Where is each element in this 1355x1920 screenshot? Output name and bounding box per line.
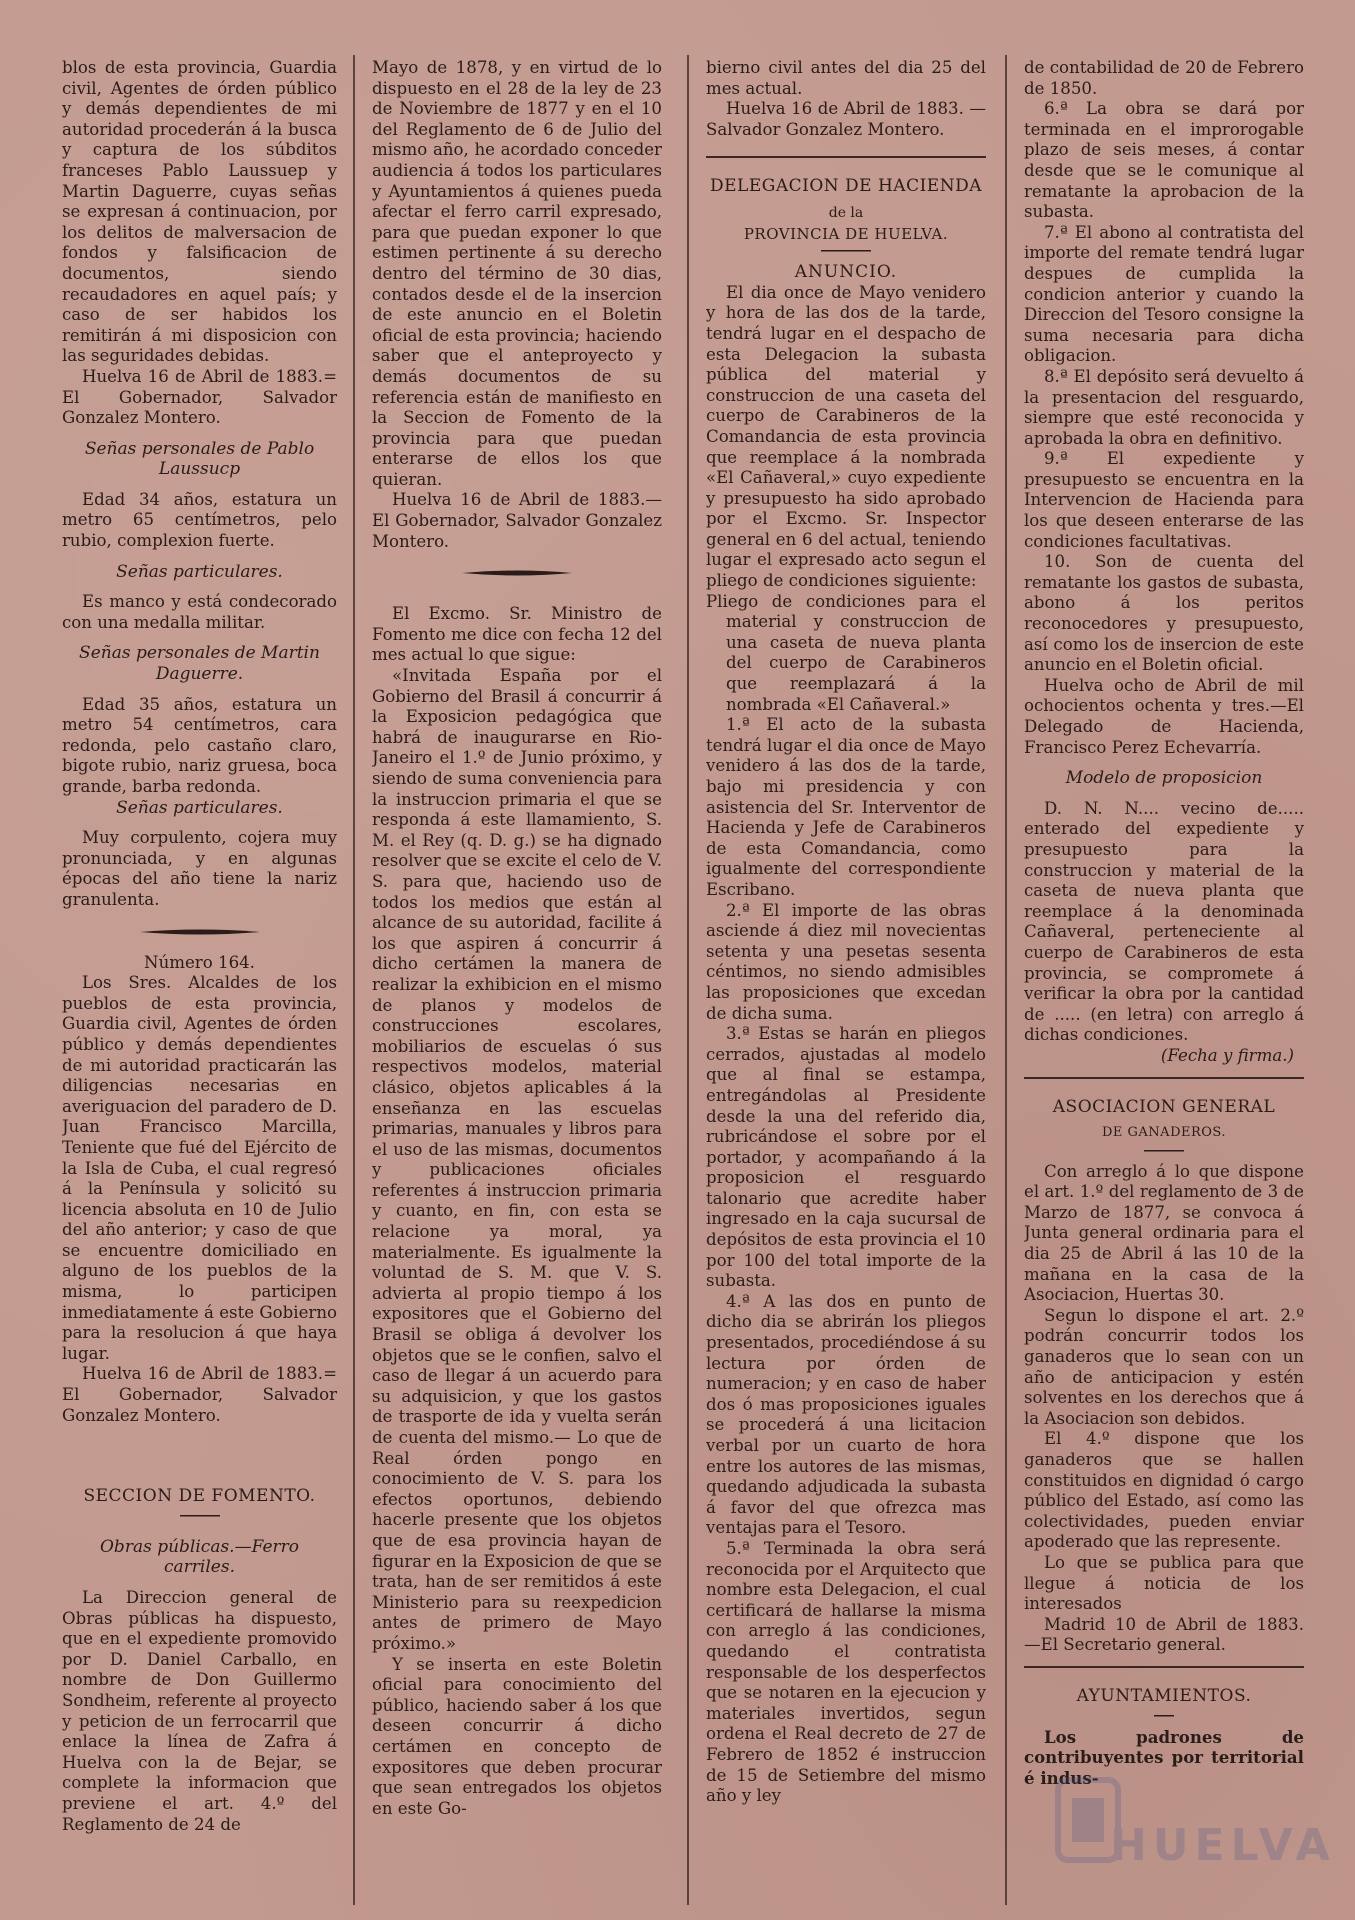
signature: Huelva 16 de Abril de 1883.— El Gobernador, Salvador Gonzalez Montero. bbox=[372, 490, 662, 551]
paragraph: Y se inserta en este Boletin oficial para conocimiento del público, haciendo saber á los que deseen concurrir á dicho certámen en concepto de expositores que deben procurar que sean entregados los objetos en este Go- bbox=[372, 1654, 662, 1818]
column-rule bbox=[353, 55, 355, 1905]
section-heading: Obras públicas.—Ferro carriles. bbox=[100, 1536, 299, 1578]
paragraph: Segun lo dispone el art. 2.º podrán concurrir todos los ganaderos que lo sean con un año de anticipacion y estén solventes en los derechos que á la Asociacion son debidos. bbox=[1024, 1305, 1304, 1428]
paragraph: La Direccion general de Obras públicas ha dispuesto, que en el expediente promovido por D. Daniel Carballo, en nombre de Don Guillermo Sondheim, referente al proyecto y peticion de un ferrocarril que enlace la línea de Zafra á Huelva con la de Bejar, se complete la informacion que previene el art. 4.º del Reglamento de 24 de bbox=[62, 1588, 337, 1834]
paragraph: Los Sres. Alcaldes de los pueblos de esta provincia, Guardia civil, Agentes de órden público y demás dependientes de mi autoridad practicarán las diligencias necesarias en averiguacion del paradero de D. Juan Francisco Marcilla, Teniente que fué del Ejército de la Isla de Cuba, el cual regresó á la Península y solicitó su licencia absoluta en 10 de Julio del año anterior; y caso de que se encuentre domiciliado en alguno de los pueblos de la misma, lo participen inmediatamente á este Gobierno para la resolucion á que haya lugar. bbox=[62, 973, 337, 1363]
condition: 7.ª El abono al contratista del importe del remate tendrá lugar despues de cumplida la condicion anterior y cuando la Direccion del Tesoro consigne la suma necesaria para dicha obligacion. bbox=[1024, 222, 1304, 366]
paragraph: El 4.º dispone que los ganaderos que se hallen constituidos en dignidad ó cargo público del Estado, así como las colectividades, pueden enviar apoderado que las represente. bbox=[1024, 1429, 1304, 1552]
signature: Madrid 10 de Abril de 1883. —El Secretario general. bbox=[1024, 1614, 1304, 1655]
short-divider bbox=[821, 248, 871, 254]
section-heading: Señas personales de Martin Daguerre. bbox=[79, 643, 320, 685]
short-divider bbox=[1144, 1148, 1184, 1154]
paragraph: Edad 35 años, estatura un metro 54 centímetros, cara redonda, pelo castaño claro, bigote rubio, nariz gruesa, boca grande, barba redonda. bbox=[62, 694, 337, 796]
column-rule bbox=[687, 55, 689, 1905]
paragraph: Es manco y está condecorado con una medalla militar. bbox=[62, 592, 337, 632]
column-4 bbox=[1024, 58, 1304, 1908]
library-watermark bbox=[1050, 1770, 1336, 1880]
condition: 4.ª A las dos en punto de dicho dia se abrirán los pliegos presentados, procediéndose á su lectura por órden de numeracion; y en caso de haber dos ó mas proposiciones iguales se procederá á una licitacion verbal por un cuarto de hora entre los autores de las mismas, quedando adjudicada la subasta á favor del que ofrezca mas ventajas para el Tesoro. bbox=[706, 1291, 986, 1538]
section-heading: Señas particulares. bbox=[116, 561, 283, 582]
short-divider bbox=[1154, 1713, 1174, 1719]
number-heading: Número 164. bbox=[144, 952, 255, 972]
paragraph: Muy corpulento, cojera muy pronunciada, y en algunas épocas del año tiene la nariz granulenta. bbox=[62, 828, 337, 909]
condition: 1.ª El acto de la subasta tendrá lugar el dia once de Mayo venidero á las dos de la tarde, bajo mi presidencia y con asistencia del Sr. Interventor de Hacienda y Jefe de Carabineros de esta Comandancia, como igualmente del correspondiente Escribano. bbox=[706, 715, 986, 899]
section-heading: ASOCIACION GENERAL bbox=[1052, 1096, 1276, 1117]
section-heading: SECCION DE FOMENTO. bbox=[83, 1486, 316, 1507]
section-heading: Señas particulares. bbox=[116, 797, 283, 818]
section-heading: Señas personales de Pablo Laussucp bbox=[84, 438, 315, 480]
paragraph: Los padrones de contribuyentes por territorial é indus- bbox=[1024, 1726, 1304, 1788]
paragraph: Con arreglo á lo que dispone el art. 1.º del reglamento de 3 de Marzo de 1877, se convoca á Junta general ordinaria para el dia 25 de Abril á las 10 de la mañana en la casa de la Asociacion, Huertas 30. bbox=[1024, 1161, 1304, 1305]
paragraph: Mayo de 1878, y en virtud de lo dispuesto en el 28 de la ley de 23 de Noviembre de 1877 y en el 10 del Reglamento de 6 de Julio del mismo año, he acordado conceder audiencia á todos los particulares y Ayuntamientos á quienes pueda afectar el ferro carril expresado, para que puedan exponer lo que estimen pertinente á su derecho dentro del término de 30 dias, contados desde el de la insercion de este anuncio en el Boletin oficial de esta provincia; haciendo saber que el anteproyecto y demás documentos de su referencia están de manifiesto en la Seccion de Fomento de la provincia para que puedan enterarse de ellos los que quieran. bbox=[372, 58, 662, 489]
paragraph: Pliego de condiciones para el material y construccion de una caseta de nueva planta del cuerpo de Carabineros que reemplazará á la nombrada «El Cañaveral.» bbox=[706, 591, 986, 714]
column-rule bbox=[1005, 55, 1007, 1905]
paragraph: El dia once de Mayo venidero y hora de las dos de la tarde, tendrá lugar en el despacho de esta Delegacion la subasta pública del material y construccion de una caseta del cuerpo de Carabineros de la Comandancia de esta provincia que reemplace á la nombrada «El Cañaveral,» cuyo expediente y presupuesto ha sido aprobado por el Excmo. Sr. Inspector general en 6 del actual, teniendo lugar el expresado acto segun el pliego de condiciones siguiente: bbox=[706, 282, 986, 591]
paragraph: bierno civil antes del dia 25 del mes actual. bbox=[706, 58, 986, 98]
paragraph: blos de esta provincia, Guardia civil, Agentes de órden público y demás dependientes de mi autoridad procederán á la busca y captura de los súbditos franceses Pablo Laussuep y Martin Daguerre, cuyas señas se expresan á continuacion, por los delitos de malversacion de fondos y falsificacion de documentos, siendo recaudadores en aquel país; y caso de ser habidos los remitirán á mi disposicion con las seguridades debidas. bbox=[62, 58, 337, 366]
column-1 bbox=[62, 58, 337, 1908]
subheading: de la bbox=[828, 204, 864, 221]
paragraph: Edad 34 años, estatura un metro 65 centímetros, pelo rubio, complexion fuerte. bbox=[62, 489, 337, 551]
ornament-divider bbox=[462, 568, 572, 578]
condition: 2.ª El importe de las obras asciende á diez mil novecientas setenta y una pesetas sesenta céntimos, no siendo admisibles las proposiciones que excedan de dicha suma. bbox=[706, 900, 986, 1023]
column-3 bbox=[706, 58, 986, 1908]
paragraph: D. N. N.... vecino de..... enterado del expediente y presupuesto para la construccion y material de la caseta de nueva planta que reemplace á la denominada Cañaveral, perteneciente al cuerpo de Carabineros de esta provincia, se compromete á verificar la obra por la cantidad de ..... (en letra) con arreglo á dichas condiciones. bbox=[1024, 798, 1304, 1045]
signature: Huelva 16 de Abril de 1883.= El Gobernador, Salvador Gonzalez Montero. bbox=[62, 366, 337, 428]
paragraph: «Invitada España por el Gobierno del Brasil á concurrir á la Exposicion pedagógica que habrá de inaugurarse en Rio-Janeiro el 1.º de Junio próximo, y siendo de suma conveniencia para la instruccion primaria el que se responda á este llamamiento, S. M. el Rey (q. D. g.) se ha dignado resolver que se excite el celo de V. S. para que, haciendo uso de todos los medios que están al alcance de su autoridad, facilite á los que aspiren á concurrir á dicho certámen la manera de realizar la exhibicion en el mismo de planos y modelos de construcciones escolares, mobiliarios de escuelas ó sus respectivos modelos, material clásico, objetos aplicables á la enseñanza en las escuelas primarias, manuales y libros para el uso de las mismas, documentos y publicaciones oficiales referentes á instruccion primaria y cuanto, en fin, con esta se relacione ya moral, ya materialmente. Es igualmente la voluntad de S. M. que V. S. advierta al propio tiempo á los expositores que el Gobierno del Brasil se obliga á devolver los objetos que se le confien, salvo el caso de llegar á un acuerdo para su adquisicion, y que los gastos de trasporte de ida y vuelta serán de cuenta del mismo.— Lo que de Real órden pongo en conocimiento de V. S. para los efectos oportunos, debiendo hacerle presente que los objetos que de esa provincia hayan de figurar en la Exposicion de que se trata, han de ser remitidos á este Ministerio para su reexpedicion antes de primero de Mayo próximo.» bbox=[372, 666, 662, 1653]
condition: 3.ª Estas se harán en pliegos cerrados, ajustadas al modelo que al final se estampa, entregándolas al Presidente desde la una del referido dia, rubricándose el sobre por el portador, y acompañando á la proposicion el resguardo talonario que acredite haber ingresado en la caja sucursal de depósitos de esta provincia el 10 por 100 del total importe de la subasta. bbox=[706, 1024, 986, 1291]
column-2 bbox=[372, 58, 662, 1908]
short-divider bbox=[180, 1513, 220, 1519]
signature: Huelva ocho de Abril de mil ochocientos ochenta y tres.—El Delegado de Hacienda, Francisco Perez Echevarría. bbox=[1024, 675, 1304, 757]
paragraph: de contabilidad de 20 de Febrero de 1850. bbox=[1024, 58, 1304, 98]
paragraph: Lo que se publica para que llegue á noticia de los interesados bbox=[1024, 1552, 1304, 1614]
paragraph: El Excmo. Sr. Ministro de Fomento me dice con fecha 12 del mes actual lo que sigue: bbox=[372, 604, 662, 665]
condition: 10. Son de cuenta del rematante los gastos de subasta, abono á los peritos reconocedores y presupuesto, así como los de insercion de este anuncio en el Boletin oficial. bbox=[1024, 552, 1304, 675]
announcement-title: ANUNCIO. bbox=[794, 262, 898, 283]
section-heading: Modelo de proposicion bbox=[1065, 768, 1263, 789]
condition: 6.ª La obra se dará por terminada en el improrogable plazo de seis meses, á contar desde que se le comunique al rematante la aprobacion de la subasta. bbox=[1024, 99, 1304, 222]
signature: Huelva 16 de Abril de 1883. —Salvador Gonzalez Montero. bbox=[706, 99, 986, 139]
signature: Huelva 16 de Abril de 1883.= El Gobernador, Salvador Gonzalez Montero. bbox=[62, 1364, 337, 1425]
condition: 5.ª Terminada la obra será reconocida por el Arquitecto que nombre esta Delegacion, el cual certificará de hallarse la misma con arreglo á las condiciones, quedando el contratista responsable de los desperfectos que se notaren en la ejecucion y materiales invertidos, segun ordena el Real decreto de 27 de Febrero de 1852 é instruccion de 15 de Setiembre del mismo año y ley bbox=[706, 1538, 986, 1806]
subheading: DE GANADEROS. bbox=[1101, 1125, 1226, 1141]
condition: 9.ª El expediente y presupuesto se encuentra en la Intervencion de Hacienda para los que deseen enterarse de las condiciones facultativas. bbox=[1024, 449, 1304, 551]
section-heading: DELEGACION DE HACIENDA bbox=[710, 176, 982, 197]
section-heading: AYUNTAMIENTOS. bbox=[1076, 1685, 1252, 1706]
ornament-divider bbox=[140, 927, 260, 937]
date-signature-note: (Fecha y firma.) bbox=[1160, 1045, 1294, 1065]
subheading: PROVINCIA DE HUELVA. bbox=[743, 224, 949, 243]
watermark-text: HUELVA bbox=[1110, 1820, 1336, 1871]
condition: 8.ª El depósito será devuelto á la presentacion del resguardo, siempre que esté reconocida y aprobada la obra en definitivo. bbox=[1024, 366, 1304, 448]
